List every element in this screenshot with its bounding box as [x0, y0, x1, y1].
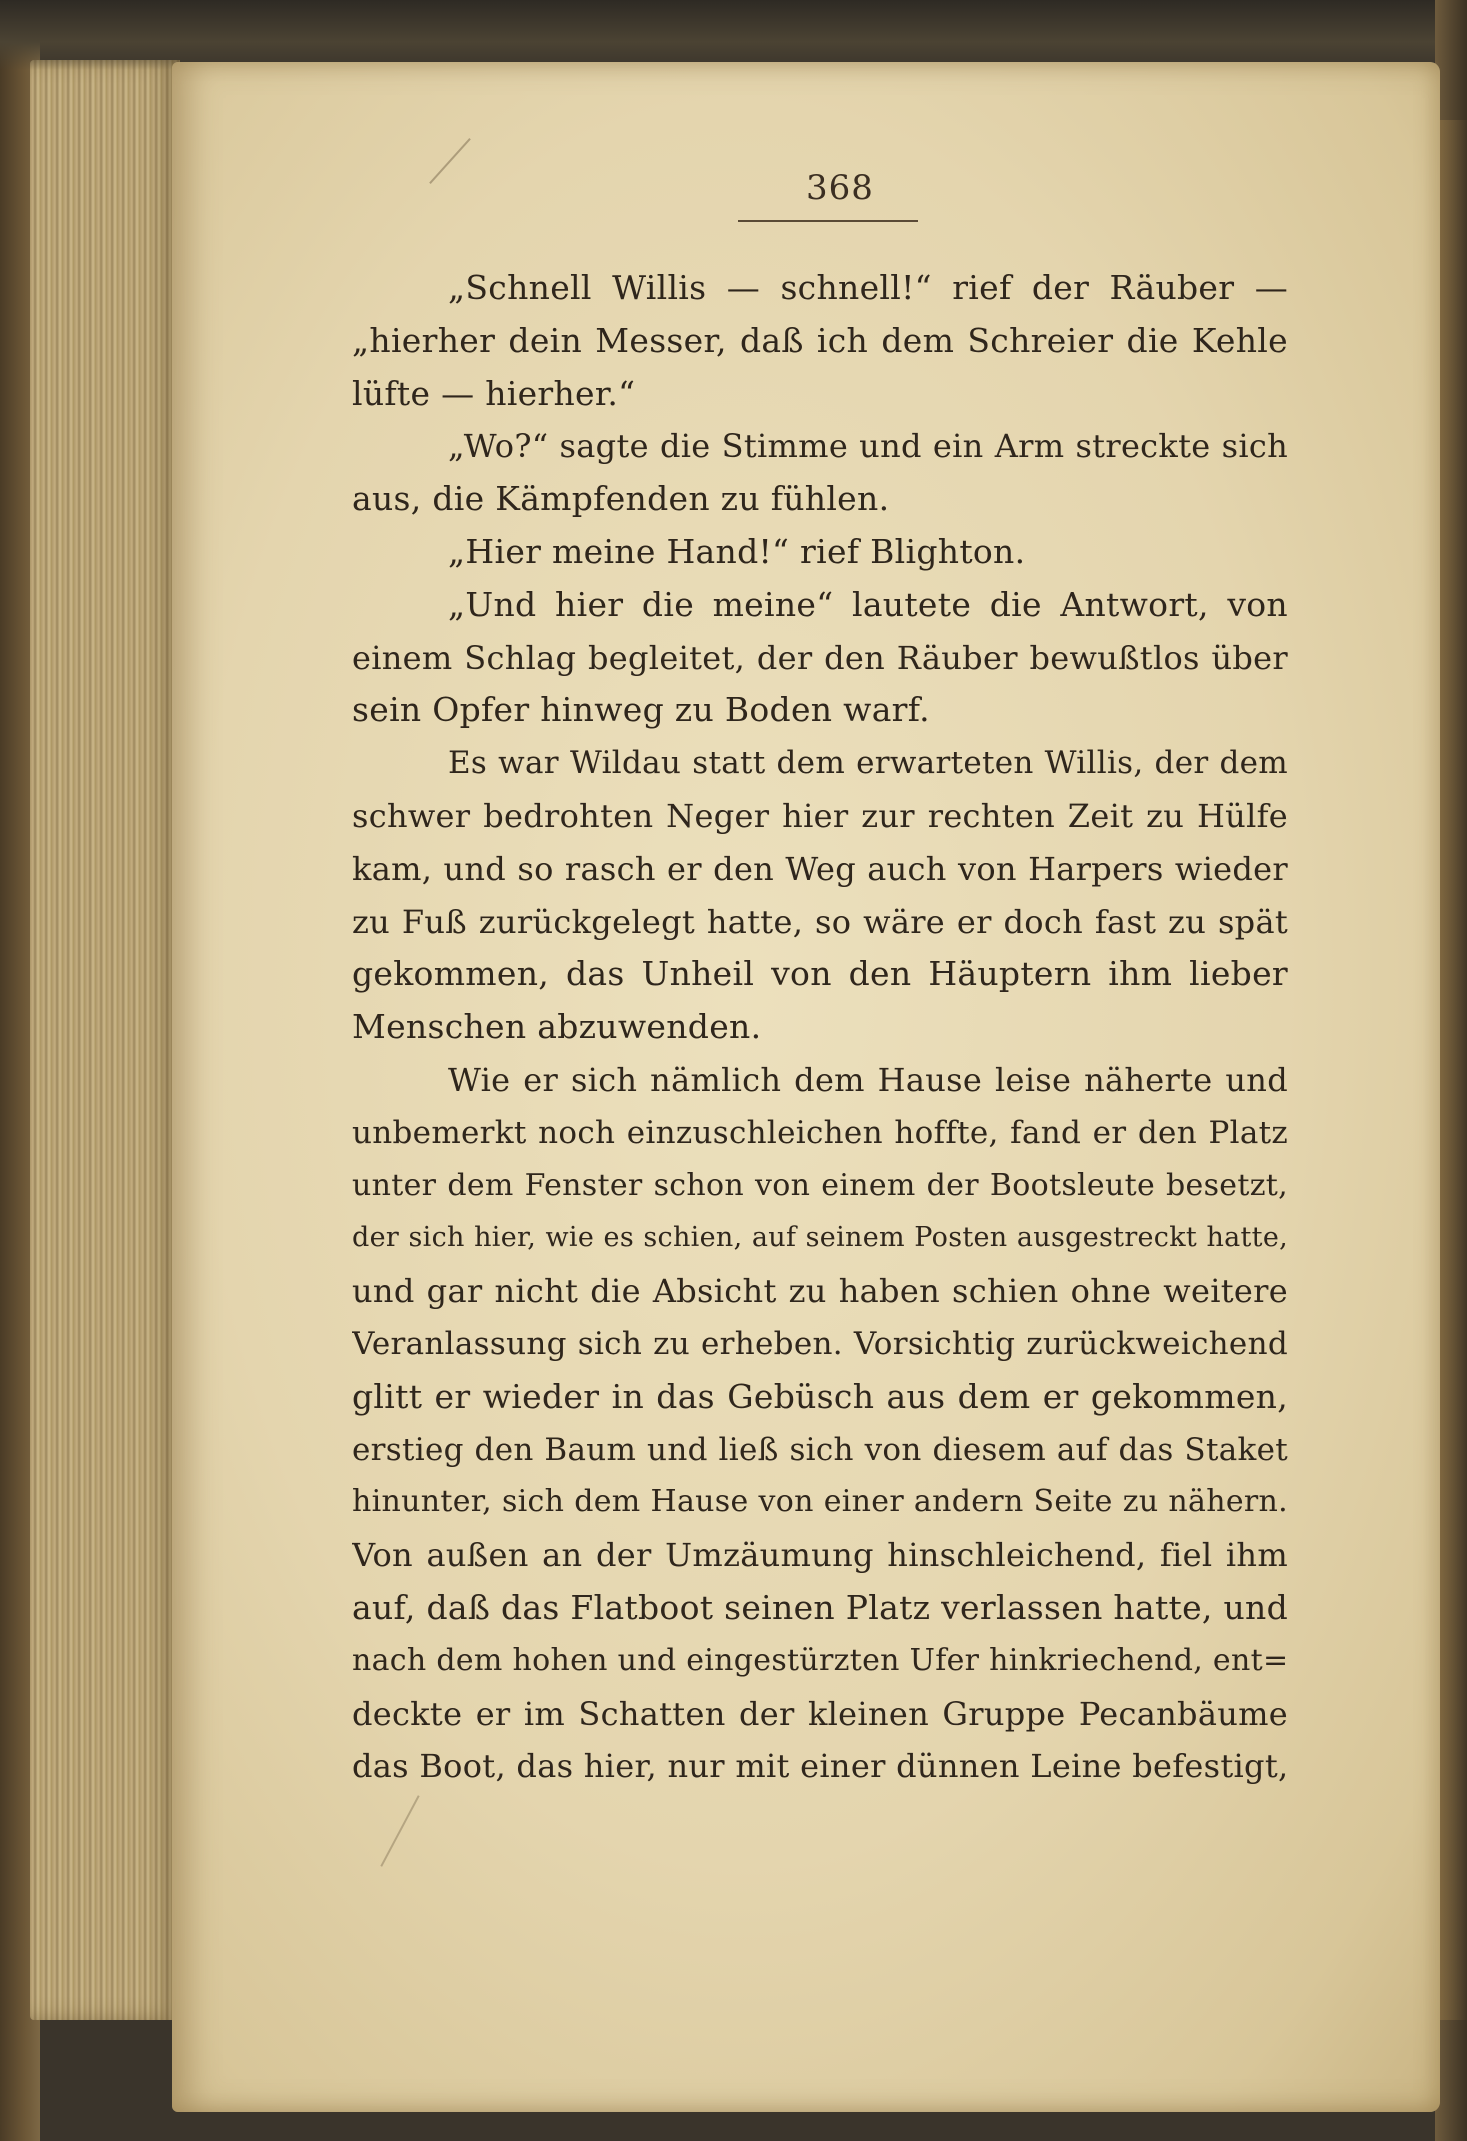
text-line: einem Schlag begleitet, der den Räuber bewußtlos über: [352, 638, 1288, 677]
text-line: der sich hier, wie es schien, auf seinem Posten ausgestreckt hatte,: [352, 1222, 1288, 1254]
text-line: „Wo?“ sagte die Stimme und ein Arm streckte sich: [448, 427, 1288, 466]
text-line: Menschen abzuwenden.: [352, 1007, 762, 1047]
text-line: Veranlassung sich zu erheben. Vorsichtig zurückweichend: [352, 1325, 1288, 1362]
text-line: Von außen an der Umzäumung hinschleichend, fiel ihm: [352, 1536, 1288, 1575]
page-number: 368: [806, 168, 874, 208]
text-line: und gar nicht die Absicht zu haben schien ohne weitere: [352, 1272, 1288, 1311]
text-line: aus, die Kämpfenden zu fühlen.: [352, 479, 890, 519]
page-stack-edge: [30, 60, 180, 2020]
text-line: schwer bedrohten Neger hier zur rechten Zeit zu Hülfe: [352, 796, 1288, 835]
text-line: hinunter, sich dem Hause von einer andern Seite zu nähern.: [352, 1484, 1288, 1520]
text-line: glitt er wieder in das Gebüsch aus dem er gekommen,: [352, 1376, 1288, 1416]
text-line: Es war Wildau statt dem erwarteten Willis, der dem: [448, 745, 1288, 782]
text-line: „Schnell Willis — schnell!“ rief der Räuber —: [448, 268, 1288, 307]
text-line: „Und hier die meine“ lautete die Antwort, von: [448, 584, 1288, 624]
text-line: auf, daß das Flatboot seinen Platz verlassen hatte, und: [352, 1587, 1288, 1627]
text-line: erstieg den Baum und ließ sich von diesem auf das Staket: [352, 1431, 1288, 1468]
text-line: deckte er im Schatten der kleinen Gruppe Pecanbäume: [352, 1694, 1288, 1733]
page-stain: [1440, 120, 1467, 2020]
text-line: lüfte — hierher.“: [352, 373, 636, 413]
text-line: das Boot, das hier, nur mit einer dünnen Leine befestigt,: [352, 1747, 1288, 1786]
text-line: nach dem hohen und eingestürzten Ufer hinkriechend, ent=: [352, 1642, 1288, 1678]
text-line: sein Opfer hinweg zu Boden warf.: [352, 690, 930, 730]
text-line: zu Fuß zurückgelegt hatte, so wäre er doch fast zu spät: [352, 902, 1288, 941]
text-line: Wie er sich nämlich dem Hause leise näherte und: [448, 1060, 1288, 1099]
text-line: „hierher dein Messer, daß ich dem Schreier die Kehle: [352, 320, 1288, 360]
text-line: unbemerkt noch einzuschleichen hoffte, fand er den Platz: [352, 1114, 1288, 1151]
top-shadow: [0, 0, 1467, 70]
text-line: gekommen, das Unheil von den Häuptern ihm lieber: [352, 954, 1288, 994]
header-rule: [738, 220, 918, 222]
text-line: unter dem Fenster schon von einem der Bootsleute besetzt,: [352, 1167, 1288, 1203]
body-text: [352, 262, 1288, 1793]
text-line: „Hier meine Hand!“ rief Blighton.: [448, 531, 1026, 571]
text-line: kam, und so rasch er den Weg auch von Harpers wieder: [352, 849, 1288, 888]
